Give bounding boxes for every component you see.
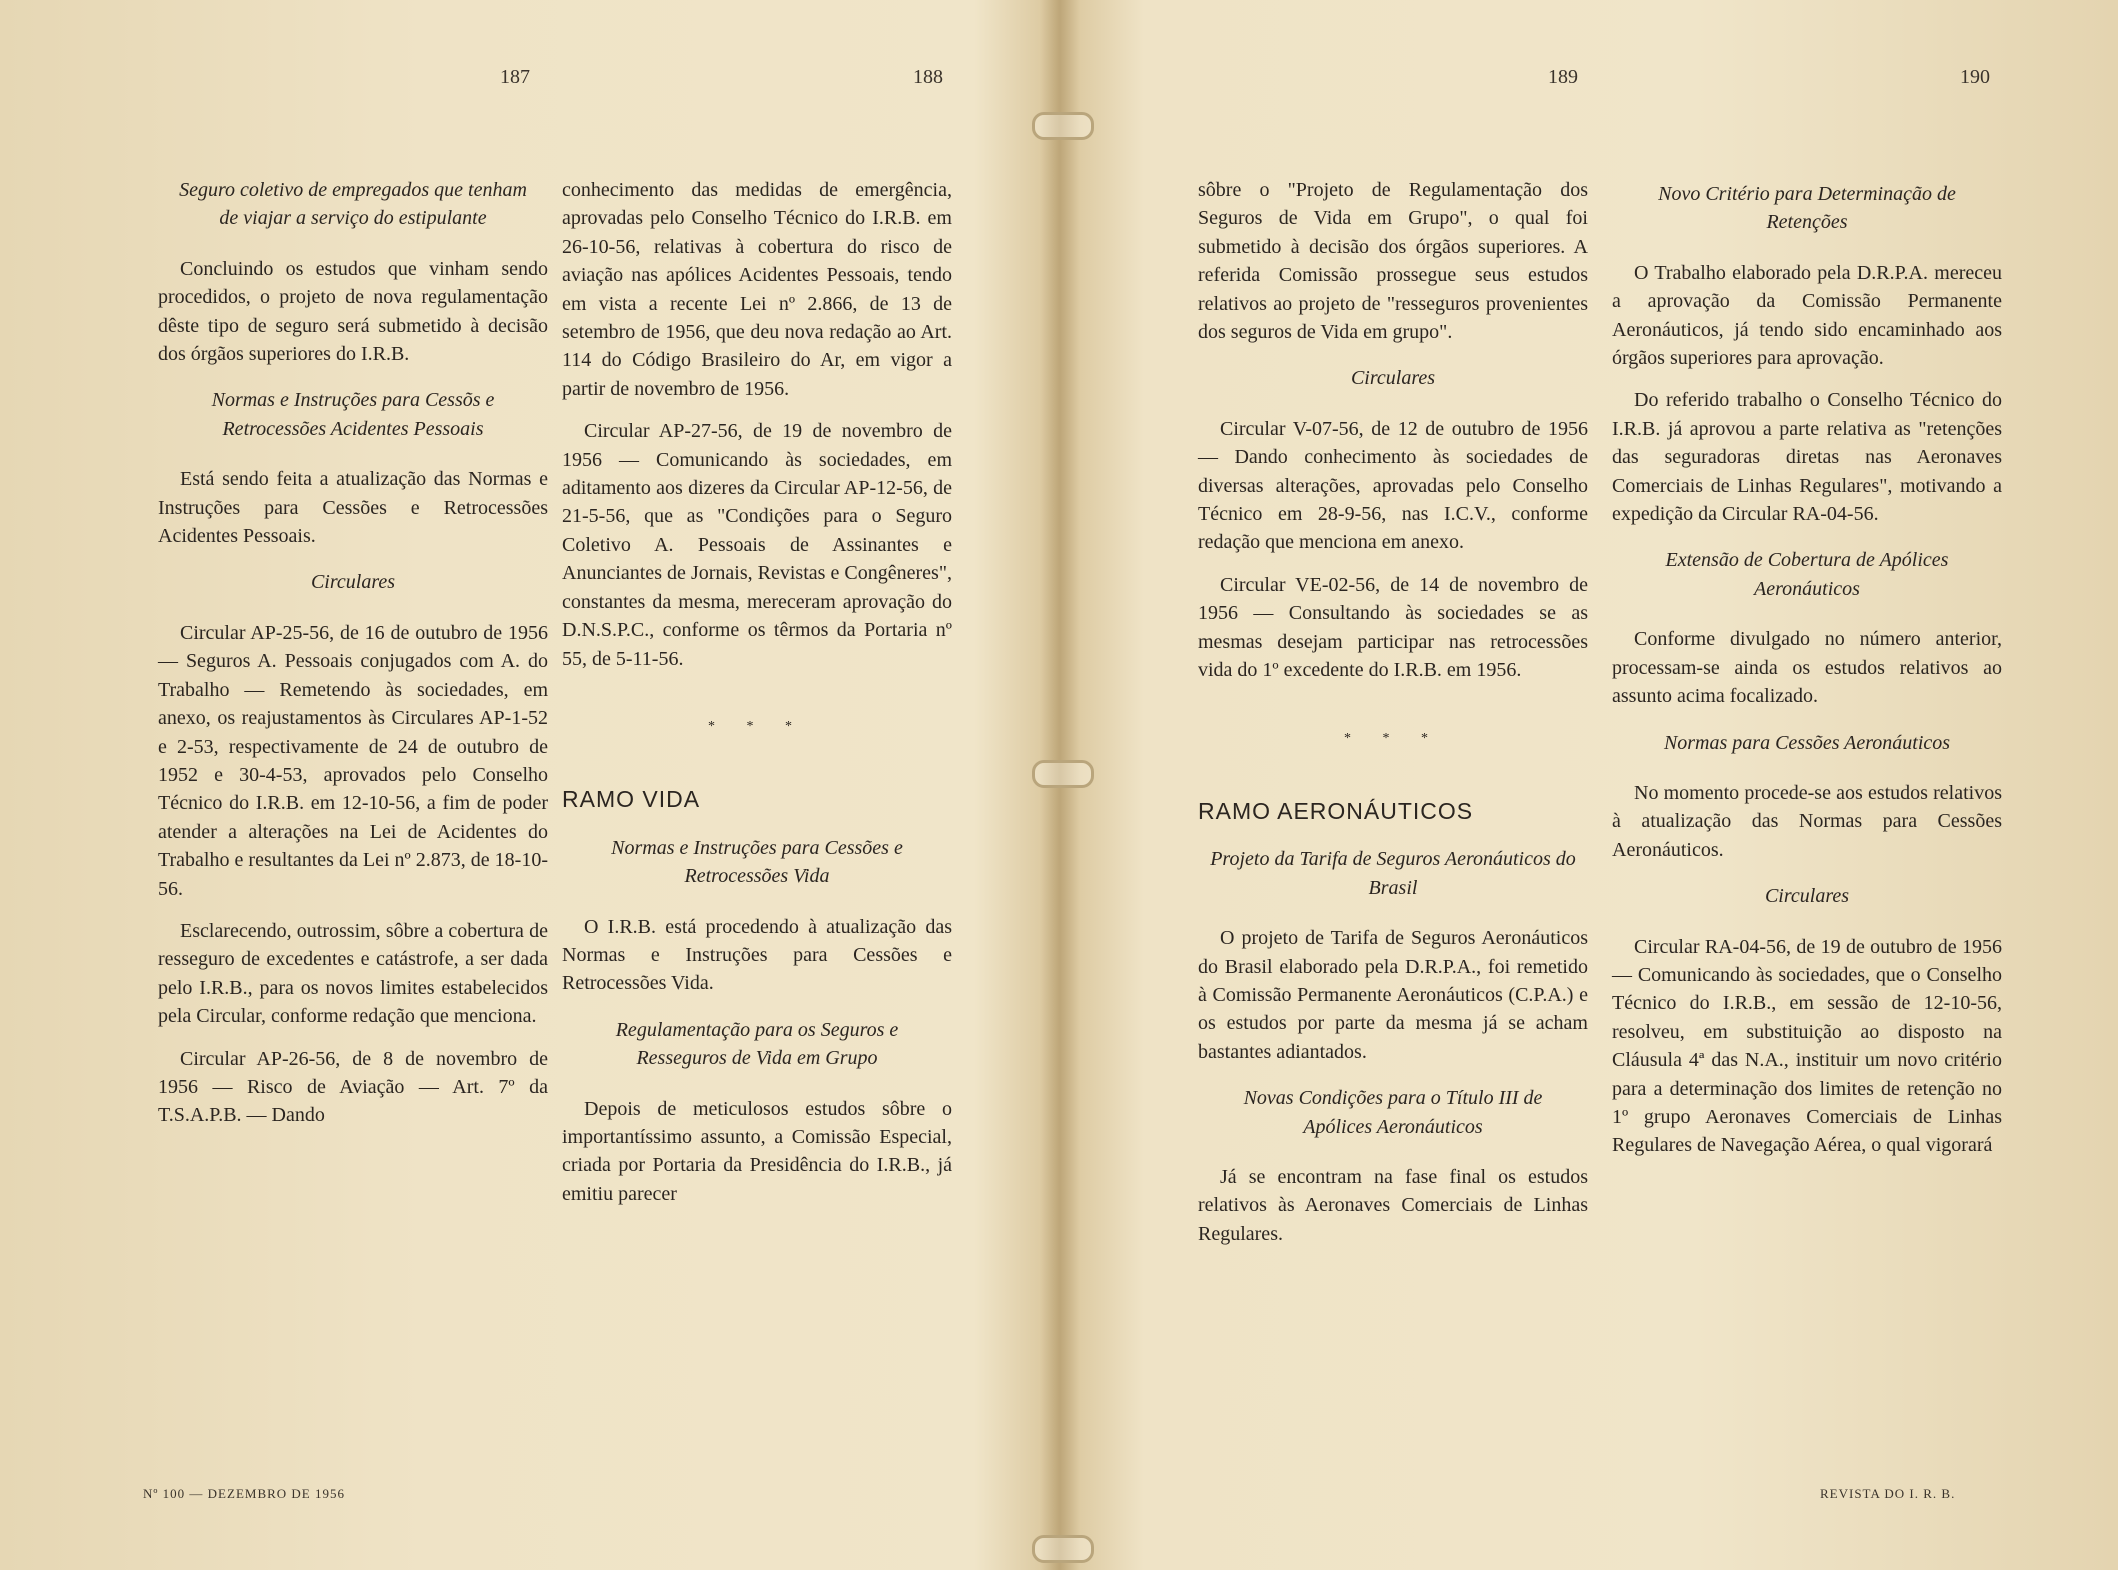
paragraph: Conforme divulgado no número anterior, processam-se ainda os estudos relativos ao assunto acima focalizado. (1612, 628, 2002, 708)
paragraph: O projeto de Tarifa de Seguros Aeronáuticos do Brasil elaborado pela D.R.P.A., foi remetido à Comissão Permanente Aeronáuticos (C.P.A.) e os estudos por parte da mesma já se acham bastantes adiantados. (1198, 927, 1588, 1063)
paragraph: Circular VE-02-56, de 14 de novembro de 1956 — Consultando às sociedades se as mesmas desejam participar nas retrocessões vida do 1º excedente do I.R.B. em 1956. (1198, 573, 1588, 682)
section-separator: * * * (1344, 730, 1442, 746)
paragraph: O I.R.B. está procedendo à atualização das Normas e Instruções para Cessões e Retrocessões Vida. (562, 915, 952, 995)
section-heading: Seguro coletivo de empregados que tenham de viajar a serviço do estipulante (179, 179, 527, 230)
section-separator: * * * (708, 718, 806, 734)
staple-middle (1032, 760, 1094, 788)
paragraph: Está sendo feita a atualização das Normas e Instruções para Cessões e Retrocessões Acidentes Pessoais. (158, 468, 548, 548)
paragraph: Do referido trabalho o Conselho Técnico do I.R.B. já aprovou a parte relativa as "retenções das seguradoras diretas nas Aeronaves Comerciais de Linhas Regulares", motivando a expedição da Circular RA-04-56. (1612, 389, 2002, 526)
staple-bottom (1032, 1535, 1094, 1563)
paragraph: sôbre o "Projeto de Regulamentação dos Seguros de Vida em Grupo", o qual foi submetido à decisão dos órgãos superiores. A referida Comissão prossegue seus estudos relativos ao projeto de "resseguros provenientes dos seguros de Vida em grupo". (1198, 179, 1588, 344)
section-heading: Extensão de Cobertura de Apólices Aeronáuticos (1665, 549, 1949, 600)
staple-top (1032, 112, 1094, 140)
section-heading: Normas e Instruções para Cessões e Retrocessões Vida (611, 836, 903, 888)
paragraph: No momento procede-se aos estudos relativos à atualização das Normas para Cessões Aeronáuticos. (1612, 781, 2002, 861)
paragraph: Circular AP-26-56, de 8 de novembro de 1956 — Risco de Aviação — Art. 7º da T.S.A.P.B. — Dando (158, 1047, 548, 1127)
column-page-189 (1198, 176, 1588, 1262)
column-page-188 (562, 176, 952, 1222)
section-heading: Projeto da Tarifa de Seguros Aeronáuticos do Brasil (1210, 848, 1576, 899)
section-heading: Normas e Instruções para Cessõs e Retrocessões Acidentes Pessoais (211, 389, 495, 440)
footer-journal: REVISTA DO I. R. B. (1820, 1486, 1956, 1501)
column-page-190 (1612, 176, 2002, 1174)
paragraph: conhecimento das medidas de emergência, aprovadas pelo Conselho Técnico do I.R.B. em 26-10-56, relativas à cobertura do risco de aviação nas apólices Acidentes Pessoais, tendo em vista a recente Lei nº 2.866, de 13 de setembro de 1956, que deu nova redação ao Art. 114 do Código Brasileiro do Ar, em vigor a partir de novembro de 1956. (562, 179, 952, 400)
section-heading: Circulares (310, 571, 396, 594)
paragraph: Circular RA-04-56, de 19 de outubro de 1956 — Comunicando às sociedades, que o Conselho Técnico do I.R.B., em sessão de 12-10-56, resolveu, em substituição ao disposto na Cláusula 4ª das N.A., instituir um novo critério para a determinação dos limites de retenção no 1º grupo Aeronaves Comerciais de Linhas Regulares de Navegação Aérea, o qual vigorará (1612, 935, 2002, 1157)
paragraph: Circular AP-27-56, de 19 de novembro de 1956 — Comunicando às sociedades, em aditamento aos dizeres da Circular AP-12-56, de 21-5-56, que as "Condições para o Seguro Coletivo A. Pessoais de Assinantes e Anunciantes de Jornais, Revistas e Congêneres", constantes da mesma, mereceram aprovação do D.N.S.P.C., conforme os têrmos da Portaria nº 55, de 5-11-56. (562, 420, 952, 670)
paragraph: O Trabalho elaborado pela D.R.P.A. mereceu a aprovação da Comissão Permanente Aeronáuticos, já tendo sido encaminhado aos órgãos superiores para aprovação. (1612, 261, 2002, 370)
footer-issue: Nº 100 — DEZEMBRO DE 1956 (143, 1486, 345, 1501)
section-heading: Novas Condições para o Título III de Apólices Aeronáuticos (1243, 1087, 1543, 1138)
column-page-187 (158, 172, 548, 1144)
page-number-190: 190 (1960, 66, 1990, 88)
page-number-187: 187 (500, 66, 530, 88)
paragraph: Circular V-07-56, de 12 de outubro de 1956 — Dando conhecimento às sociedades de diversas alterações, aprovadas pelo Conselho Técnico em 28-9-56, nas I.C.V., conforme redação que menciona em anexo. (1198, 417, 1588, 554)
paragraph: Esclarecendo, outrossim, sôbre a cobertura de resseguro de excedentes e catástrofe, a ser dada pelo I.R.B., para os novos limites estabelecidos pela Circular, conforme redação que menciona. (158, 919, 548, 1028)
page-number-188: 188 (913, 66, 943, 88)
section-title: RAMO AERONÁUTICOS (1198, 797, 1474, 824)
section-heading: Circulares (1764, 885, 1850, 908)
section-heading: Normas para Cessões Aeronáuticos (1663, 731, 1951, 754)
paragraph: Já se encontram na fase final os estudos relativos às Aeronaves Comerciais de Linhas Regulares. (1198, 1165, 1588, 1245)
paragraph: Concluindo os estudos que vinham sendo procedidos, o projeto de nova regulamentação dêste tipo de seguro será submetido à decisão dos órgãos superiores do I.R.B. (158, 257, 548, 366)
section-heading: Regulamentação para os Seguros e Resseguros de Vida em Grupo (615, 1018, 899, 1070)
page-number-189: 189 (1548, 66, 1578, 88)
paragraph: Depois de meticulosos estudos sôbre o importantíssimo assunto, a Comissão Especial, criada por Portaria da Presidência do I.R.B., já emitiu parecer (562, 1097, 952, 1205)
section-title: RAMO VIDA (562, 786, 701, 813)
section-heading: Circulares (1350, 367, 1436, 390)
section-heading: Novo Critério para Determinação de Retenções (1658, 183, 1956, 234)
paragraph: Circular AP-25-56, de 16 de outubro de 1956 — Seguros A. Pessoais conjugados com A. do Trabalho — Remetendo às sociedades, em anexo, os reajustamentos às Circulares AP-1-52 e 2-53, respectivamente de 24 de outubro de 1952 e 30-4-53, aprovados pelo Conselho Técnico do I.R.B. em 12-10-56, a fim de poder atender a alterações na Lei de Acidentes do Trabalho e resultantes da Lei nº 2.873, de 18-10-56. (158, 621, 548, 900)
